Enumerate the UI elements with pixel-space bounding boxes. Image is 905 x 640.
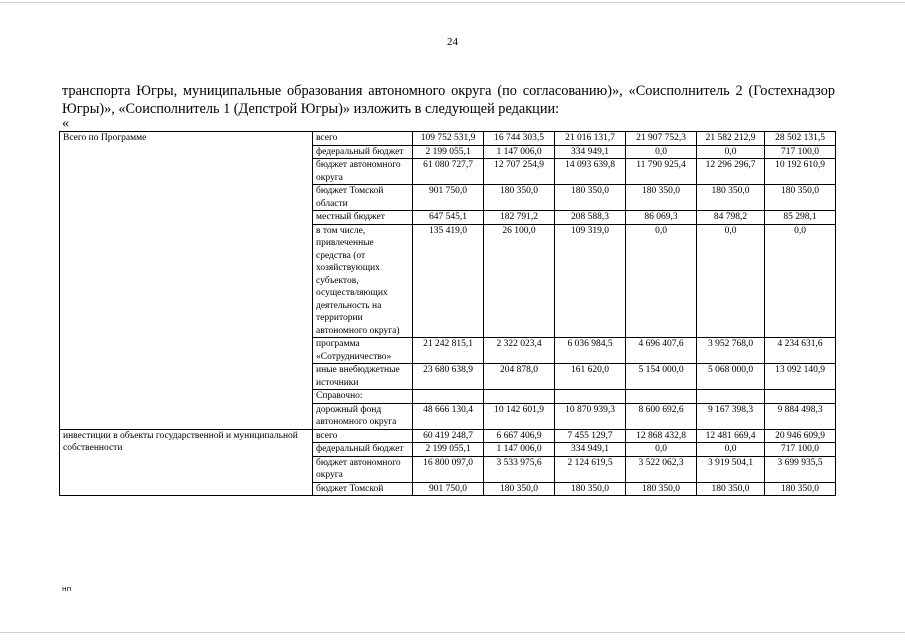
funding-source-cell: местный бюджет: [313, 211, 413, 225]
amount-cell: 23 680 638,9: [413, 364, 484, 390]
amount-cell: [413, 390, 484, 404]
amount-cell: 180 350,0: [626, 482, 697, 496]
amount-cell: 0,0: [626, 224, 697, 338]
amount-cell: 6 667 406,9: [484, 429, 555, 443]
funding-source-cell: федеральный бюджет: [313, 145, 413, 159]
footer-mark: нп: [62, 585, 72, 593]
amount-cell: 109 319,0: [555, 224, 626, 338]
funding-source-cell: бюджет Томской: [313, 482, 413, 496]
amount-cell: 1 147 006,0: [484, 145, 555, 159]
amount-cell: 0,0: [626, 145, 697, 159]
scan-edge-top: [0, 2, 905, 3]
amount-cell: 180 350,0: [626, 185, 697, 211]
amount-cell: 12 868 432,8: [626, 429, 697, 443]
amount-cell: 12 481 669,4: [697, 429, 765, 443]
amount-cell: 10 192 610,9: [765, 159, 836, 185]
amount-cell: 0,0: [697, 145, 765, 159]
funding-source-cell: всего: [313, 429, 413, 443]
scan-edge-bottom: [0, 632, 905, 633]
amount-cell: 3 699 935,5: [765, 456, 836, 482]
funding-source-cell: Справочно:: [313, 390, 413, 404]
amount-cell: 11 790 925,4: [626, 159, 697, 185]
amount-cell: 9 884 498,3: [765, 403, 836, 429]
funding-source-cell: дорожный фонд автономного округа: [313, 403, 413, 429]
amount-cell: 10 870 939,3: [555, 403, 626, 429]
amount-cell: 161 620,0: [555, 364, 626, 390]
amount-cell: 180 350,0: [484, 185, 555, 211]
amount-cell: 86 069,3: [626, 211, 697, 225]
amount-cell: [697, 390, 765, 404]
amount-cell: 61 080 727,7: [413, 159, 484, 185]
funding-source-cell: иные внебюджетные источники: [313, 364, 413, 390]
amount-cell: [626, 390, 697, 404]
amount-cell: 6 036 984,5: [555, 338, 626, 364]
amount-cell: 8 600 692,6: [626, 403, 697, 429]
amount-cell: 901 750,0: [413, 185, 484, 211]
amount-cell: [765, 390, 836, 404]
amount-cell: 21 242 815,1: [413, 338, 484, 364]
amount-cell: 135 419,0: [413, 224, 484, 338]
amount-cell: 180 350,0: [765, 185, 836, 211]
amount-cell: 0,0: [626, 443, 697, 457]
intro-paragraph: транспорта Югры, муниципальные образования автономного округа (по согласованию)», «Соисполнитель 2 (Гостехнадзор Югры)», «Соисполнитель 1 (Депстрой Югры)» изложить в следующей редакции:: [62, 83, 835, 117]
amount-cell: 3 952 768,0: [697, 338, 765, 364]
amount-cell: 9 167 398,3: [697, 403, 765, 429]
amount-cell: 647 545,1: [413, 211, 484, 225]
amount-cell: 0,0: [697, 224, 765, 338]
amount-cell: 3 522 062,3: [626, 456, 697, 482]
amount-cell: 204 878,0: [484, 364, 555, 390]
amount-cell: 180 350,0: [555, 482, 626, 496]
amount-cell: 901 750,0: [413, 482, 484, 496]
amount-cell: 2 199 055,1: [413, 145, 484, 159]
amount-cell: 0,0: [697, 443, 765, 457]
amount-cell: 5 068 000,0: [697, 364, 765, 390]
table-row: [60, 132, 836, 146]
opening-quote: «: [62, 116, 69, 131]
amount-cell: 14 093 639,8: [555, 159, 626, 185]
funding-source-cell: бюджет Томской области: [313, 185, 413, 211]
amount-cell: 2 199 055,1: [413, 443, 484, 457]
amount-cell: 7 455 129,7: [555, 429, 626, 443]
amount-cell: 12 707 254,9: [484, 159, 555, 185]
budget-table: [59, 131, 836, 496]
funding-source-cell: всего: [313, 132, 413, 146]
program-cell: Всего по Программе: [60, 132, 313, 430]
amount-cell: 180 350,0: [484, 482, 555, 496]
amount-cell: 48 666 130,4: [413, 403, 484, 429]
amount-cell: 16 744 303,5: [484, 132, 555, 146]
amount-cell: 26 100,0: [484, 224, 555, 338]
amount-cell: 109 752 531,9: [413, 132, 484, 146]
amount-cell: 4 234 631,6: [765, 338, 836, 364]
amount-cell: 16 800 097,0: [413, 456, 484, 482]
amount-cell: 20 946 609,9: [765, 429, 836, 443]
amount-cell: 5 154 000,0: [626, 364, 697, 390]
amount-cell: 334 949,1: [555, 145, 626, 159]
table-row: [60, 429, 836, 443]
amount-cell: 21 016 131,7: [555, 132, 626, 146]
amount-cell: 21 907 752,3: [626, 132, 697, 146]
amount-cell: 60 419 248,7: [413, 429, 484, 443]
amount-cell: 1 147 006,0: [484, 443, 555, 457]
amount-cell: 180 350,0: [555, 185, 626, 211]
amount-cell: 717 100,0: [765, 443, 836, 457]
amount-cell: 180 350,0: [697, 185, 765, 211]
amount-cell: 10 142 601,9: [484, 403, 555, 429]
amount-cell: 3 919 504,1: [697, 456, 765, 482]
funding-source-cell: бюджет автономного округа: [313, 456, 413, 482]
amount-cell: 85 298,1: [765, 211, 836, 225]
program-cell: инвестиции в объекты государственной и муниципальной собственности: [60, 429, 313, 496]
funding-source-cell: бюджет автономного округа: [313, 159, 413, 185]
page-number: 24: [447, 36, 458, 48]
amount-cell: 13 092 140,9: [765, 364, 836, 390]
amount-cell: 182 791,2: [484, 211, 555, 225]
amount-cell: 2 322 023,4: [484, 338, 555, 364]
funding-source-cell: федеральный бюджет: [313, 443, 413, 457]
amount-cell: 2 124 619,5: [555, 456, 626, 482]
amount-cell: 180 350,0: [765, 482, 836, 496]
budget-table-body: [60, 132, 836, 496]
amount-cell: 3 533 975,6: [484, 456, 555, 482]
funding-source-cell: в том числе, привлеченные средства (от хозяйствующих субъектов, осуществляющих деятельность на территории автономного округа): [313, 224, 413, 338]
amount-cell: 180 350,0: [697, 482, 765, 496]
amount-cell: 21 582 212,9: [697, 132, 765, 146]
amount-cell: 4 696 407,6: [626, 338, 697, 364]
amount-cell: 84 798,2: [697, 211, 765, 225]
amount-cell: 12 296 296,7: [697, 159, 765, 185]
amount-cell: [484, 390, 555, 404]
funding-source-cell: программа «Сотрудничество»: [313, 338, 413, 364]
amount-cell: [555, 390, 626, 404]
amount-cell: 334 949,1: [555, 443, 626, 457]
amount-cell: 28 502 131,5: [765, 132, 836, 146]
amount-cell: 208 588,3: [555, 211, 626, 225]
amount-cell: 717 100,0: [765, 145, 836, 159]
amount-cell: 0,0: [765, 224, 836, 338]
